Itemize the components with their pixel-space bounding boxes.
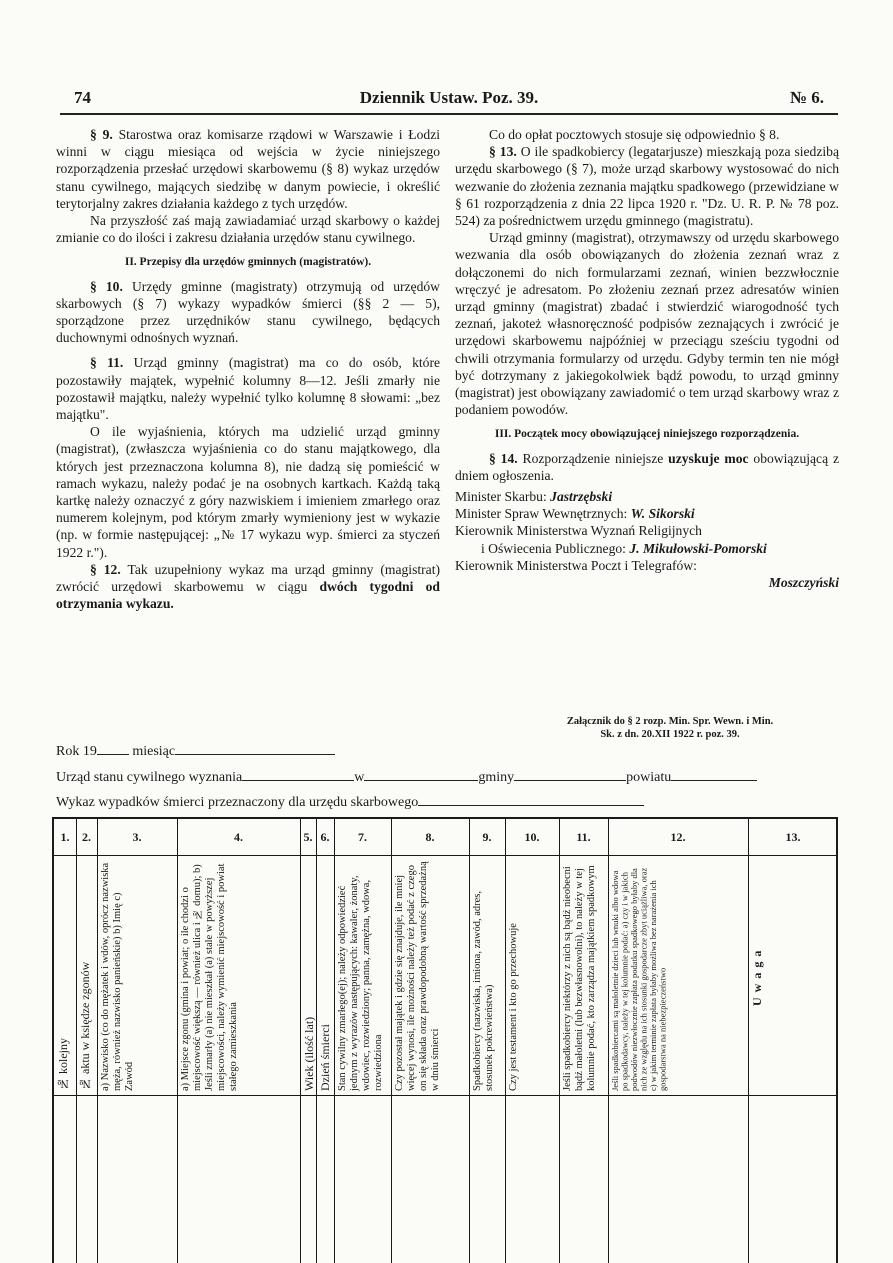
signature-religion: i Oświecenia Publicznego: J. Mikułowski-Pomorski <box>481 540 767 556</box>
column-number: 3. <box>132 830 142 844</box>
section-number: § 13. <box>489 144 517 160</box>
page-number: 74 <box>74 88 91 107</box>
column-header-text: Czy jest testament i kto go przechowuje <box>508 923 519 1091</box>
section-heading-3: III. Początek mocy obowiązującej niniejszego rozporządzenia. <box>494 428 800 441</box>
column-divider <box>559 819 560 1263</box>
journal-title: Dziennik Ustaw. Poz. 39. <box>359 88 539 107</box>
column-header-text: Stan cywilny zmarłego(ej); należy odpowiedzieć jednym z wyrazów następujących: kawaler, żonaty, wdowiec, rozwiedziony; panna, zamężna, wdowa, rozwiedziona <box>337 875 384 1091</box>
paragraph-9: § 9. Starostwa oraz komisarze rządowi w Warszawie i Łodzi winni w ciągu miesiąca od wejścia w życie niniejszego rozporządzenia przesłać urzędowi skarbowemu (§ 8) wykaz urzędów stanu cywilnego, mających siedzibę w danym powiecie, i określić terytorjalny zakres działania każdego z tych urzędów. <box>56 127 441 211</box>
column-header-text: Spadkobiercy (nazwiska, imiona, zawód, adres, stosunek pokrewieństwa) <box>472 890 495 1091</box>
death-register-table <box>52 817 838 1263</box>
right-column <box>455 126 839 591</box>
left-column <box>56 126 440 612</box>
column-header-text: Jeśli spadkobiercy niektórzy z nich są bądź nieobecni bądź małoletni (lub bezwłasnowolni), to należy w tej kolumnie podać, kto zarządza majątkiem spadkowym <box>562 865 597 1091</box>
column-divider <box>300 819 301 1263</box>
column-number: 4. <box>234 830 243 844</box>
signature-interior: Minister Spraw Wewnętrznych: W. Sikorski <box>455 506 695 522</box>
column-number: 8. <box>425 830 435 844</box>
column-header-text: a) Miejsce zgonu (gmina i powiat; o ile chodzi o miejscowość większą — również ulica i № domu); b) Jeśli zmarły (a) nie mieszkał (a) stale w powyższej miejscowości, należy wymienić miejscowość i powiat stałego zamieszkania <box>180 863 239 1091</box>
county-blank[interactable] <box>671 771 757 781</box>
column-divider <box>97 819 98 1263</box>
paragraph-12: § 12. Tak uzupełniony wykaz ma urząd gminny (magistrat) zwrócić urzędowi skarbowemu w ciągu dwóch tygodni od otrzymania wykazu. <box>56 561 441 612</box>
column-divider <box>608 819 609 1263</box>
column-header-text: Wiek (ilość lat) <box>302 1016 316 1091</box>
column-header-text: Czy pozostał majątek i gdzie się znajduje, ile mniej więcej wynosi, ile możności należy też podać z czego on się składa oraz prawdopodobną wartość sprzedażną w dniu śmierci <box>394 861 441 1091</box>
annex-note: Załącznik do § 2 rozp. Min. Spr. Wewn. i Min. Sk. z dn. 20.XII 1922 r. poz. 39. <box>566 716 774 740</box>
section-number: § 14. <box>489 450 518 466</box>
column-divider <box>748 819 749 1263</box>
column-number: 6. <box>320 830 330 844</box>
commune-blank[interactable] <box>514 771 626 781</box>
form-line-register: Wykaz wypadków śmierci przeznaczony dla urzędu skarbowego <box>56 795 644 811</box>
paragraph-9b: Na przyszłość zaś mają zawiadamiać urząd skarbowy o każdej zmianie co do ilości i zakresu działania urzędów stanu cywilnego. <box>56 213 440 246</box>
column-header-text: Uwaga <box>750 945 764 1007</box>
column-number: 1. <box>60 830 70 844</box>
column-number: 9. <box>482 830 492 844</box>
column-number: 13. <box>785 830 801 844</box>
column-header-text: № aktu w księdze zgonów <box>78 961 92 1091</box>
column-divider <box>177 819 178 1263</box>
column-divider <box>316 819 317 1263</box>
signature-post-label: Kierownik Ministerstwa Poczt i Telegrafów: <box>455 557 697 573</box>
column-number: 12. <box>670 830 686 844</box>
header-rule <box>60 113 838 115</box>
section-number: § 12. <box>90 561 121 577</box>
column-header-text: a) Nazwisko (co do mężatek i wdów, oprócz nazwiska męża, również nazwisko panieńskie) b) Imię c) Zawód <box>100 862 135 1091</box>
column-divider <box>469 819 470 1263</box>
year-blank[interactable] <box>97 745 129 755</box>
denomination-blank[interactable] <box>242 771 354 781</box>
paragraph-11b: O ile wyjaśnienia, których ma udzielić urząd gminny (magistrat), (zwłaszcza wyjaśnienia co do stanu majątkowego, dla których jest przeznaczona kolumna 8), nie dadzą się pomieścić w ramach wykazu, należy podać je na osobnych kartkach. Każdą taką kartkę należy oznaczyć z góry nazwiskiem i imieniem zmarłego oraz numerem kolejnym, pod którym zmarły wymieniony jest w wykazie (np. w formie następującej: „№ 17 wykazu wyp. śmierci za styczeń 1922 r."). <box>56 424 440 560</box>
paragraph-13b: Urząd gminny (magistrat), otrzymawszy od urzędu skarbowego wezwania dla osób obowiązanych do złożenia zeznań wraz z dołączonemi do nich formularzami zeznań, winien bezzwłocznie wręczyć je adresatom. Po złożeniu zeznań przez adresatów winien urząd gminny (magistrat) zbadać i stwierdzić wiarogodność tych zeznań, jakoteż własnoręczność podpisów zeznających i zwrócić je urzędowi skarbowemu najpóźniej w przeciągu sześciu tygodni od chwili otrzymania formularzy od urzędu. Gdyby termin ten nie mógł być dotrzymany z jakiegokolwiek bądź powodu, to urząd gminny (magistrat) jest obowiązany zawiadomić o tem urząd skarbowy wraz z podaniem powodów. <box>455 230 839 418</box>
column-number: 11. <box>576 830 591 844</box>
column-divider <box>391 819 392 1263</box>
page-header <box>60 88 838 114</box>
column-header-text: Jeśli spadkobiercami są małoletnie dzieci lub wnuki albo wdowa po spadkodawcy, należy w tej kolumnie podać: a) czy i w jakich podwodów niezwłocznie zapłata podatku spadkowego byłaby dla nich ze względu na ich stosunki gospodarcze zbyt uciążliwa, oraz c) w jakim terminie zapłata byłaby możliwa bez narażenia ich gospodarstwa na niebezpieczeństwo <box>610 867 668 1091</box>
form-line-year: Rok 19 miesiąc <box>56 744 335 760</box>
column-header-text: № kolejny <box>56 1038 70 1091</box>
section-heading-2: II. Przepisy dla urzędów gminnych (magistratów). <box>124 256 372 269</box>
column-divider <box>334 819 335 1263</box>
column-header-text: Dzień śmierci <box>318 1024 332 1091</box>
section-number: § 9. <box>90 127 113 142</box>
signature-religion-label: Kierownik Ministerstwa Wyznań Religijnych <box>455 523 702 539</box>
paragraph-14: § 14. Rozporządzenie niniejsze uzyskuje moc obowiązującą z dniem ogłoszenia. <box>455 450 840 483</box>
paragraph-13: § 13. O ile spadkobiercy (legatarjusze) mieszkają poza siedzibą urzędu skarbowego (§ 7), może urząd skarbowy wystosować do nich wezwanie do złożenia zeznania majątku spadkowego (przewidziane w § 61 rozporządzenia z dnia 22 lipca 1920 r. "Dz. U. R. P. № 78 poz. 524) za pośrednictwem urzędu gminnego (magistratu). <box>455 144 839 229</box>
column-number: 10. <box>524 830 540 844</box>
paragraph-11: § 11. Urząd gminny (magistrat) ma co do osób, które pozostawiły majątek, wypełnić kolumny 8—12. Jeśli zmarły nie pozostawił majątku, należy wypełnić tylko kolumnę 8 słowami: „bez majątku". <box>56 355 440 423</box>
column-divider <box>76 819 77 1263</box>
paragraph-postal: Co do opłat pocztowych stosuje się odpowiednio § 8. <box>489 127 780 142</box>
section-number: § 10. <box>90 278 123 294</box>
month-blank[interactable] <box>175 745 335 755</box>
tax-office-blank[interactable] <box>418 796 644 806</box>
paragraph-10: § 10. Urzędy gminne (magistraty) otrzymują od urzędów skarbowych (§ 7) wykazy wypadków śmierci (§§ 2 — 5), sporządzone przez urzędników stanu cywilnego, będących duchownymi odnośnych wyznań. <box>56 278 440 346</box>
issue-number: № 6. <box>789 88 824 107</box>
column-number: 7. <box>358 830 367 844</box>
section-number: § 11. <box>90 355 124 371</box>
signature-post: Moszczyński <box>768 575 839 591</box>
column-number: 2. <box>82 830 91 844</box>
form-line-office: Urząd stanu cywilnego wyznania w gminy powiatu <box>56 770 757 786</box>
column-divider <box>505 819 506 1263</box>
location-blank[interactable] <box>364 771 478 781</box>
signature-treasury: Minister Skarbu: Jastrzębski <box>455 489 613 505</box>
column-number: 5. <box>303 830 313 844</box>
